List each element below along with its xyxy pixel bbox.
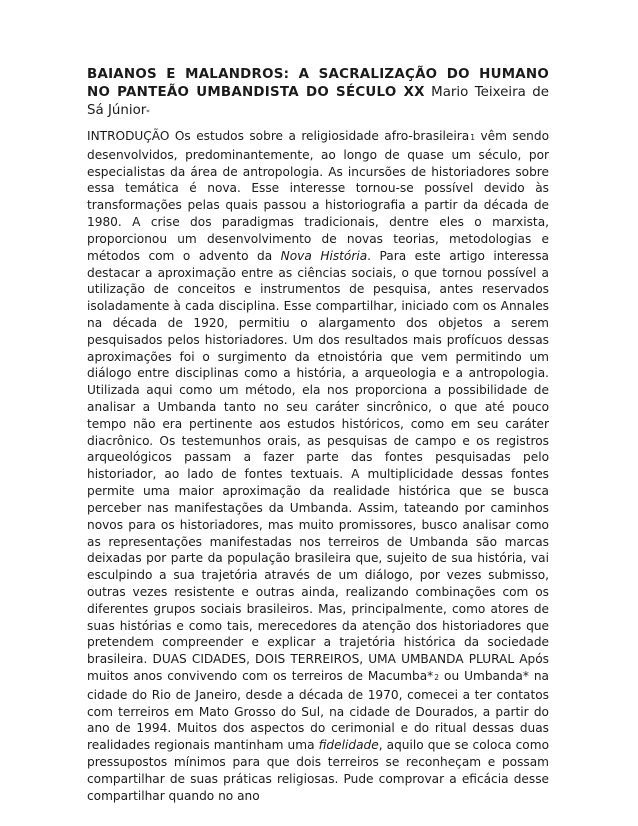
body-text-segment: ou Umbanda* na cidade do Rio de Janeiro, desde a década de 1970, comecei a ter contatos com terreiros em Mato Grosso do Sul, na cidade de Dourados, a partir do ano de 1994. Muitos dos aspectos do cerimonial e do ritual dessas duas realidades regionais mantinham uma — [87, 669, 550, 753]
body-text-segment: INTRODUÇÃO Os estudos sobre a religiosidade afro-brasileira — [87, 129, 470, 143]
italic-term-nova-historia: Nova História — [280, 248, 368, 263]
document-author: Mario Teixeira de Sá Júnior — [87, 85, 549, 118]
body-text-segment: vêm sendo desenvolvidos, predominantemente, ao longo de quase um século, por especialistas da área de antropologia. As incursões de historiadores sobre essa temática é nova. Esse interesse tornou-se possível devido às transformações pelas quais passou a historiografia a partir da década de 1980. A crise dos paradigmas tradicionais, dentre eles o marxista, proporcionou um desenvolvimento de novas teorias, metodologias e métodos com o advento da — [87, 129, 549, 263]
author-footnote-mark: * — [146, 108, 150, 116]
body-text-segment: , aquilo que se coloca como pressupostos mínimos para que dois terreiros se reconheçam e possam compartilhar de suas práticas religiosas. Pude comprovar a eficácia desse compartilhar quando no ano — [87, 738, 549, 803]
footnote-ref-1: 1 — [470, 133, 475, 142]
italic-term-fidelidade: fidelidade — [318, 738, 379, 753]
document-page — [87, 66, 549, 805]
document-title: BAIANOS E MALANDROS: A SACRALIZAÇÃO DO HUMANO NO PANTEÃO UMBANDISTA DO SÉCULO XX — [87, 67, 549, 100]
body-paragraph — [87, 128, 549, 805]
footnote-ref-2: 2 — [434, 673, 440, 682]
document-heading — [87, 66, 549, 121]
body-text-segment: . Para este artigo interessa destacar a aproximação entre as ciências sociais, o que tornou possível a utilização de conceitos e instrumentos de pesquisa, antes reservados isoladamente à cada disciplina. Esse compartilhar, iniciado com os Annales na década de 1920, permitiu o alargamento dos objetos a serem pesquisados pelos historiadores. Um dos resultados mais profícuos dessas aproximações foi o surgimento da etnoistória que vem permitindo um diálogo entre disciplinas como a história, a arqueologia e a antropologia. Utilizada aqui como um método, ela nos proporciona a possibilidade de analisar a Umbanda tanto no seu caráter sincrônico, o que até pouco tempo não era pertinente aos estudos históricos, como em seu caráter diacrônico. Os testemunhos orais, as pesquisas de campo e os registros arqueológicos passam a fazer parte das fontes pesquisadas pelo historiador, ao lado de fontes textuais. A multiplicidade dessas fontes permite uma maior aproximação da realidade histórica que se busca perceber nas manifestações da Umbanda. Assim, tateando por caminhos novos para os historiadores, mas muito promissores, busco analisar como as representações manifestadas nos terreiros de Umbanda são marcas deixadas por parte da população brasileira que, sujeito de sua história, vai esculpindo a sua trajetória através de um diálogo, por vezes submisso, outras vezes resistente e outras ainda, realizando combinações com os diferentes grupos sociais brasileiros. Mas, principalmente, como atores de suas histórias e como tais, merecedores da atenção dos historiadores que pretendem compreender e explicar a trajetória histórica da sociedade brasileira. DUAS CIDADES, DOIS TERREIROS, UMA UMBANDA PLURAL Após muitos anos convivendo com os terreiros de Macumba* — [87, 248, 549, 683]
